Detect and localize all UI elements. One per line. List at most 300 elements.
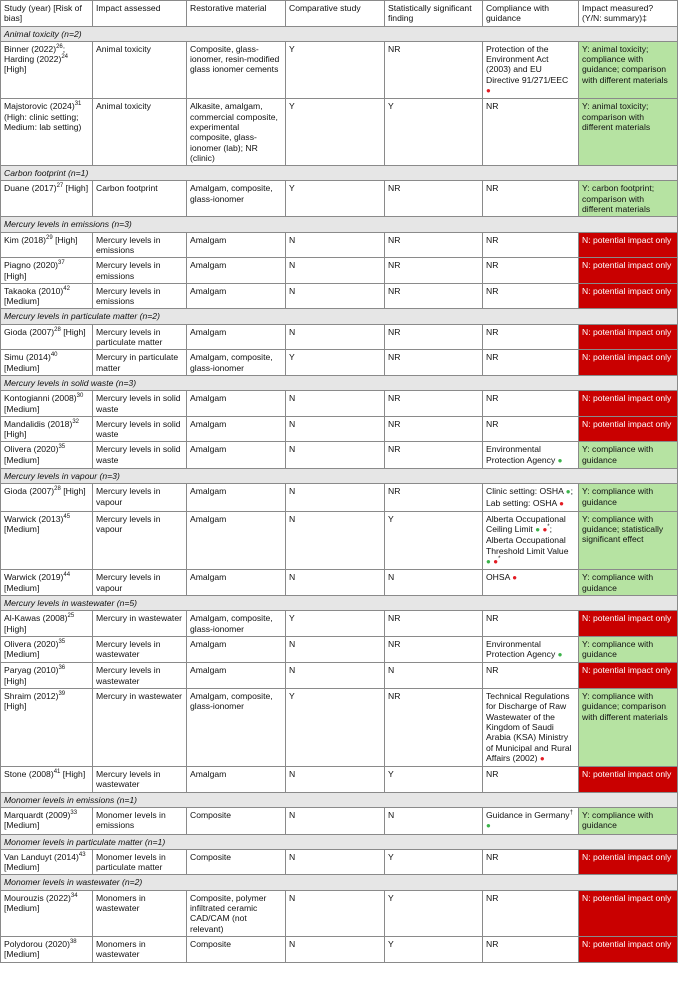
table-row — [1, 890, 678, 936]
risk-of-bias: [Medium] — [4, 296, 40, 307]
table-row — [1, 324, 678, 350]
red-dot-icon: ● — [493, 557, 499, 567]
table-header-row — [1, 1, 678, 27]
compliance-cell — [483, 849, 579, 875]
compliance-cell — [483, 442, 579, 469]
risk-of-bias: [Medium] — [4, 949, 40, 960]
study-name: Marquardt (2009) — [4, 810, 71, 820]
study-ref: 41 — [53, 769, 61, 776]
risk-of-bias: [High] — [60, 326, 86, 337]
compliance-mark: * — [547, 524, 550, 531]
compliance-text: NR — [486, 892, 499, 903]
table-row — [1, 181, 678, 217]
impact-measured-cell: N: potential impact only — [579, 849, 678, 875]
study-cell — [1, 41, 93, 98]
compliance-cell — [483, 484, 579, 512]
study-cell — [1, 663, 93, 689]
impact-cell: Monomers in wastewater — [93, 936, 187, 962]
compliance-text: NR — [486, 393, 499, 404]
study-name: Simu (2014) — [4, 352, 51, 363]
risk-of-bias: (High: clinic setting; Medium: lab setting) — [4, 111, 82, 132]
study-ref: 34 — [70, 892, 78, 899]
compliance-mark: † — [569, 810, 573, 817]
compliance-text-2: ; Lab setting: OSHA — [486, 486, 573, 508]
study-name: Piagno (2020) — [4, 260, 58, 271]
green-dot-icon: ● — [486, 821, 491, 831]
impact-measured-cell: Y: compliance with guidance — [579, 442, 678, 469]
impact-cell: Mercury levels in solid waste — [93, 391, 187, 417]
compliance-text: NR — [486, 285, 499, 296]
compliance-text: NR — [486, 101, 499, 112]
study-name: Kim (2018) — [4, 234, 47, 245]
impact-cell: Mercury levels in vapour — [93, 570, 187, 596]
impact-measured-cell: N: potential impact only — [579, 663, 678, 689]
green-dot-icon: ● — [565, 487, 571, 497]
risk-of-bias: [High] — [52, 234, 78, 245]
material-cell: Amalgam — [187, 391, 286, 417]
compliance-text: OHSA — [486, 572, 510, 583]
red-dot-icon: ● — [486, 86, 491, 96]
table-row — [1, 350, 678, 376]
impact-cell: Carbon footprint — [93, 181, 187, 217]
table-row — [1, 232, 678, 258]
risk-of-bias: [Medium] — [4, 582, 40, 593]
green-dot-icon: ● — [535, 525, 541, 535]
impact-cell: Mercury levels in vapour — [93, 511, 187, 569]
study-cell — [1, 283, 93, 309]
comparative-cell: N — [286, 636, 385, 663]
compliance-cell — [483, 663, 579, 689]
impact-measured-cell: N: potential impact only — [579, 391, 678, 417]
comparative-cell: N — [286, 416, 385, 442]
study-ref-2: 24 — [61, 54, 69, 61]
table-row — [1, 663, 678, 689]
material-cell: Amalgam — [187, 663, 286, 689]
material-cell: Amalgam — [187, 258, 286, 284]
material-cell: Amalgam — [187, 232, 286, 258]
compliance-mark-2: * — [498, 556, 501, 563]
impact-cell: Monomer levels in emissions — [93, 808, 187, 835]
comparative-cell: Y — [286, 611, 385, 637]
material-cell: Amalgam, composite, glass-ionomer — [187, 350, 286, 376]
impact-cell: Mercury levels in particulate matter — [93, 324, 187, 350]
green-dot-icon: ● — [557, 650, 563, 660]
compliance-text: Protection of the Environment Act (2003) and EU Directive 91/271/EEC — [486, 43, 569, 85]
risk-of-bias: [Medium] — [4, 862, 40, 873]
comparative-cell: N — [286, 442, 385, 469]
comparative-cell: N — [286, 283, 385, 309]
significant-cell: NR — [385, 350, 483, 376]
study-name: Mandalidis (2018) — [4, 418, 73, 429]
red-dot-icon: ● — [559, 498, 564, 508]
comparative-cell: N — [286, 484, 385, 512]
red-dot-icon: ● — [539, 753, 545, 763]
compliance-cell — [483, 890, 579, 936]
compliance-text: NR — [486, 260, 499, 271]
impact-measured-cell: N: potential impact only — [579, 416, 678, 442]
study-cell — [1, 181, 93, 217]
study-ref: 39 — [58, 691, 66, 698]
compliance-cell — [483, 99, 579, 166]
impact-cell: Monomers in wastewater — [93, 890, 187, 936]
header-comparative: Comparative study — [286, 1, 385, 27]
significant-cell: NR — [385, 232, 483, 258]
study-ref: 40 — [50, 352, 58, 359]
study-cell — [1, 849, 93, 875]
significant-cell: NR — [385, 391, 483, 417]
table-row — [1, 99, 678, 166]
compliance-cell — [483, 232, 579, 258]
study-name: Stone (2008) — [4, 769, 54, 780]
header-measured-mark: ‡ — [642, 13, 647, 24]
compliance-text: NR — [486, 938, 499, 949]
group-row — [1, 595, 678, 610]
risk-of-bias: [Medium] — [4, 454, 40, 465]
material-cell: Composite — [187, 849, 286, 875]
group-row — [1, 166, 678, 181]
group-row — [1, 26, 678, 41]
group-row — [1, 217, 678, 232]
study-cell — [1, 99, 93, 166]
study-ref: 29 — [46, 234, 53, 241]
group-row — [1, 792, 678, 807]
compliance-text: NR — [486, 613, 499, 624]
impact-measured-cell: N: potential impact only — [579, 936, 678, 962]
impact-cell: Mercury levels in solid waste — [93, 442, 187, 469]
table-row — [1, 484, 678, 512]
compliance-cell — [483, 283, 579, 309]
risk-of-bias: [High] — [4, 675, 27, 686]
comparative-cell: N — [286, 767, 385, 793]
group-title: Mercury levels in particulate matter (n=2) — [1, 309, 678, 324]
impact-measured-cell: Y: animal toxicity; comparison with different materials — [579, 99, 678, 166]
table-row — [1, 41, 678, 98]
impact-measured-cell: N: potential impact only — [579, 767, 678, 793]
study-name: Kontogianni (2008) — [4, 393, 77, 404]
significant-cell: Y — [385, 767, 483, 793]
group-title: Mercury levels in wastewater (n=5) — [1, 595, 678, 610]
comparative-cell: Y — [286, 99, 385, 166]
compliance-text: NR — [486, 851, 499, 862]
study-ref: 45 — [63, 514, 71, 521]
material-cell: Alkasite, amalgam, commercial composite, experimental composite, glass-ionomer (lab); NR (clinic) — [187, 99, 286, 166]
red-dot-icon: ● — [512, 573, 518, 583]
group-row — [1, 468, 678, 483]
compliance-cell — [483, 689, 579, 767]
impact-measured-cell: N: potential impact only — [579, 232, 678, 258]
comparative-cell: N — [286, 391, 385, 417]
compliance-text: Alberta Occupational Ceiling Limit — [486, 513, 566, 535]
study-name: Warwick (2019) — [4, 572, 64, 583]
significant-cell: NR — [385, 442, 483, 469]
study-cell — [1, 258, 93, 284]
impact-measured-cell: Y: compliance with guidance — [579, 808, 678, 835]
impact-cell: Mercury in wastewater — [93, 611, 187, 637]
group-title: Carbon footprint (n=1) — [1, 166, 678, 181]
study-name: Binner (2022) — [4, 43, 57, 54]
risk-of-bias: [High] — [4, 623, 27, 634]
impact-cell: Mercury in particulate matter — [93, 350, 187, 376]
material-cell: Amalgam — [187, 416, 286, 442]
study-cell — [1, 936, 93, 962]
compliance-cell — [483, 511, 579, 569]
study-name: Majstorovic (2024) — [4, 101, 75, 112]
compliance-text: Environmental Protection Agency — [486, 638, 556, 660]
study-ref: 28 — [54, 326, 61, 333]
header-significant: Statistically significant finding — [385, 1, 483, 27]
impact-cell: Mercury levels in emissions — [93, 283, 187, 309]
compliance-text: Environmental Protection Agency — [486, 444, 556, 465]
comparative-cell: N — [286, 232, 385, 258]
group-title: Monomer levels in wastewater (n=2) — [1, 875, 678, 890]
material-cell: Composite, glass-ionomer, resin-modified glass ionomer cements — [187, 41, 286, 98]
header-material: Restorative material — [187, 1, 286, 27]
impact-cell: Animal toxicity — [93, 41, 187, 98]
study-ref: 25 — [67, 613, 75, 620]
table-row — [1, 767, 678, 793]
material-cell: Amalgam — [187, 767, 286, 793]
comparative-cell: Y — [286, 41, 385, 98]
table-row — [1, 442, 678, 469]
compliance-cell — [483, 41, 579, 98]
study-cell — [1, 570, 93, 596]
significant-cell: N — [385, 570, 483, 596]
impact-cell: Mercury levels in emissions — [93, 258, 187, 284]
group-row — [1, 375, 678, 390]
table-row — [1, 283, 678, 309]
group-title: Mercury levels in emissions (n=3) — [1, 217, 678, 232]
study-ref: 35 — [58, 638, 66, 645]
material-cell: Amalgam — [187, 636, 286, 663]
group-row — [1, 834, 678, 849]
risk-of-bias: [Medium] — [4, 903, 40, 914]
study-cell — [1, 808, 93, 835]
material-cell: Composite — [187, 808, 286, 835]
green-dot-icon: ● — [486, 557, 491, 567]
significant-cell: NR — [385, 689, 483, 767]
table-row — [1, 258, 678, 284]
group-title: Mercury levels in solid waste (n=3) — [1, 375, 678, 390]
comparative-cell: N — [286, 663, 385, 689]
study-ref: 27 — [56, 183, 64, 190]
study-name: Van Landuyt (2014) — [4, 851, 79, 862]
study-ref: 26 — [56, 44, 63, 51]
study-ref: 35 — [58, 444, 66, 451]
significant-cell: NR — [385, 283, 483, 309]
significant-cell: Y — [385, 849, 483, 875]
comparative-cell: Y — [286, 181, 385, 217]
compliance-text: NR — [486, 769, 499, 780]
risk-of-bias: [High] — [63, 183, 89, 194]
significant-cell: NR — [385, 416, 483, 442]
table-row — [1, 570, 678, 596]
compliance-text: Guidance in Germany — [486, 810, 570, 820]
impact-measured-cell: Y: carbon footprint; comparison with different materials — [579, 181, 678, 217]
risk-of-bias: [Medium] — [4, 524, 40, 535]
material-cell: Amalgam — [187, 324, 286, 350]
study-name: Polydorou (2020) — [4, 938, 70, 949]
impact-cell: Mercury levels in emissions — [93, 232, 187, 258]
material-cell: Amalgam — [187, 570, 286, 596]
significant-cell: NR — [385, 41, 483, 98]
comparative-cell: N — [286, 936, 385, 962]
impact-cell: Mercury levels in wastewater — [93, 767, 187, 793]
study-cell — [1, 511, 93, 569]
compliance-text: NR — [486, 352, 499, 363]
significant-cell: Y — [385, 511, 483, 569]
table-row — [1, 849, 678, 875]
study-name: Mourouzis (2022) — [4, 892, 71, 903]
compliance-cell — [483, 936, 579, 962]
compliance-cell — [483, 416, 579, 442]
impact-cell: Mercury levels in vapour — [93, 484, 187, 512]
material-cell: Amalgam, composite, glass-ionomer — [187, 611, 286, 637]
table-row — [1, 416, 678, 442]
impact-measured-cell: Y: animal toxicity; compliance with guidance; comparison with different materials — [579, 41, 678, 98]
compliance-cell — [483, 350, 579, 376]
material-cell: Composite, polymer infiltrated ceramic CAD/CAM (not relevant) — [187, 890, 286, 936]
risk-of-bias: [High] — [4, 64, 27, 75]
study-name: Takaoka (2010) — [4, 285, 64, 296]
material-cell: Composite — [187, 936, 286, 962]
impact-measured-cell: Y: compliance with guidance — [579, 484, 678, 512]
risk-of-bias: [High] — [4, 429, 27, 440]
study-cell — [1, 324, 93, 350]
compliance-cell — [483, 767, 579, 793]
study-ref: 36 — [58, 665, 66, 672]
significant-cell: NR — [385, 258, 483, 284]
comparative-cell: N — [286, 258, 385, 284]
impact-measured-cell: Y: compliance with guidance; statistically significant effect — [579, 511, 678, 569]
risk-of-bias: [High] — [60, 486, 86, 497]
study-name: Al-Kawas (2008) — [4, 613, 68, 624]
comparative-cell: N — [286, 570, 385, 596]
study-cell — [1, 391, 93, 417]
comparative-cell: N — [286, 511, 385, 569]
compliance-text: NR — [486, 183, 499, 194]
material-cell: Amalgam, composite, glass-ionomer — [187, 689, 286, 767]
header-measured-text: Impact measured? (Y/N: summary) — [582, 3, 654, 24]
impact-cell: Mercury levels in solid waste — [93, 416, 187, 442]
material-cell: Amalgam — [187, 484, 286, 512]
compliance-cell — [483, 391, 579, 417]
group-row — [1, 875, 678, 890]
compliance-cell — [483, 808, 579, 835]
table-row — [1, 936, 678, 962]
comparative-cell: N — [286, 808, 385, 835]
compliance-text: Technical Regulations for Discharge of Raw Wastewater of the Kingdom of Saudi Arabia (KSA) Ministry of Municipal and Rural Affairs (2002) — [486, 691, 572, 763]
compliance-cell — [483, 258, 579, 284]
study-ref: 30 — [76, 393, 84, 400]
significant-cell: Y — [385, 99, 483, 166]
comparative-cell: Y — [286, 689, 385, 767]
header-measured — [579, 1, 678, 27]
compliance-cell — [483, 611, 579, 637]
significant-cell: N — [385, 663, 483, 689]
study-name: Gioda (2007) — [4, 326, 55, 337]
risk-of-bias: [Medium] — [4, 362, 40, 373]
compliance-cell — [483, 324, 579, 350]
group-title: Monomer levels in particulate matter (n=1) — [1, 834, 678, 849]
table-row — [1, 689, 678, 767]
study-ref: 32 — [72, 418, 79, 425]
significant-cell: NR — [385, 324, 483, 350]
impact-cell: Mercury in wastewater — [93, 689, 187, 767]
study-cell — [1, 442, 93, 469]
study-cell — [1, 767, 93, 793]
study-cell — [1, 689, 93, 767]
impact-measured-cell: N: potential impact only — [579, 283, 678, 309]
study-ref: 38 — [69, 939, 77, 946]
study-ref: 43 — [78, 852, 86, 859]
impact-measured-cell: Y: compliance with guidance; comparison with different materials — [579, 689, 678, 767]
study-name-2: ; Harding (2022) — [4, 43, 66, 65]
study-cell — [1, 890, 93, 936]
significant-cell: Y — [385, 890, 483, 936]
comparative-cell: Y — [286, 350, 385, 376]
green-dot-icon: ● — [557, 455, 563, 465]
compliance-cell — [483, 570, 579, 596]
significant-cell: Y — [385, 936, 483, 962]
material-cell: Amalgam — [187, 283, 286, 309]
group-title: Monomer levels in emissions (n=1) — [1, 792, 678, 807]
risk-of-bias: [Medium] — [4, 649, 40, 660]
table-row — [1, 636, 678, 663]
risk-of-bias: [Medium] — [4, 820, 40, 831]
study-cell — [1, 484, 93, 512]
study-name: Gioda (2007) — [4, 486, 55, 497]
group-title: Animal toxicity (n=2) — [1, 26, 678, 41]
table-row — [1, 808, 678, 835]
compliance-text: NR — [486, 326, 499, 337]
significant-cell: NR — [385, 484, 483, 512]
table-body — [1, 26, 678, 962]
table-row — [1, 511, 678, 569]
study-ref: 44 — [63, 572, 71, 579]
study-name: Olivera (2020) — [4, 638, 59, 649]
impact-cell: Monomer levels in particulate matter — [93, 849, 187, 875]
significant-cell: NR — [385, 181, 483, 217]
compliance-text: NR — [486, 234, 499, 245]
impact-measured-cell: N: potential impact only — [579, 890, 678, 936]
risk-of-bias: [High] — [4, 270, 27, 281]
study-name: Paryag (2010) — [4, 665, 59, 676]
study-name: Warwick (2013) — [4, 513, 64, 524]
study-ref: 33 — [70, 810, 78, 817]
comparative-cell: N — [286, 890, 385, 936]
study-cell — [1, 232, 93, 258]
study-ref: 28 — [54, 486, 61, 493]
material-cell: Amalgam — [187, 442, 286, 469]
impact-cell: Mercury levels in wastewater — [93, 663, 187, 689]
study-cell — [1, 636, 93, 663]
risk-of-bias: [Medium] — [4, 403, 40, 414]
study-ref: 37 — [58, 260, 65, 267]
material-cell: Amalgam, composite, glass-ionomer — [187, 181, 286, 217]
study-name: Duane (2017) — [4, 183, 57, 194]
risk-of-bias: [High] — [60, 769, 86, 780]
compliance-text: NR — [486, 665, 499, 676]
impact-cell: Animal toxicity — [93, 99, 187, 166]
study-ref: 42 — [63, 285, 70, 292]
compliance-cell — [483, 636, 579, 663]
compliance-text-2: ; Alberta Occupational Threshold Limit Value — [486, 524, 569, 556]
red-dot-icon: ● — [542, 525, 548, 535]
study-ref: 31 — [74, 101, 82, 108]
comparative-cell: N — [286, 324, 385, 350]
study-cell — [1, 611, 93, 637]
comparative-cell: N — [286, 849, 385, 875]
